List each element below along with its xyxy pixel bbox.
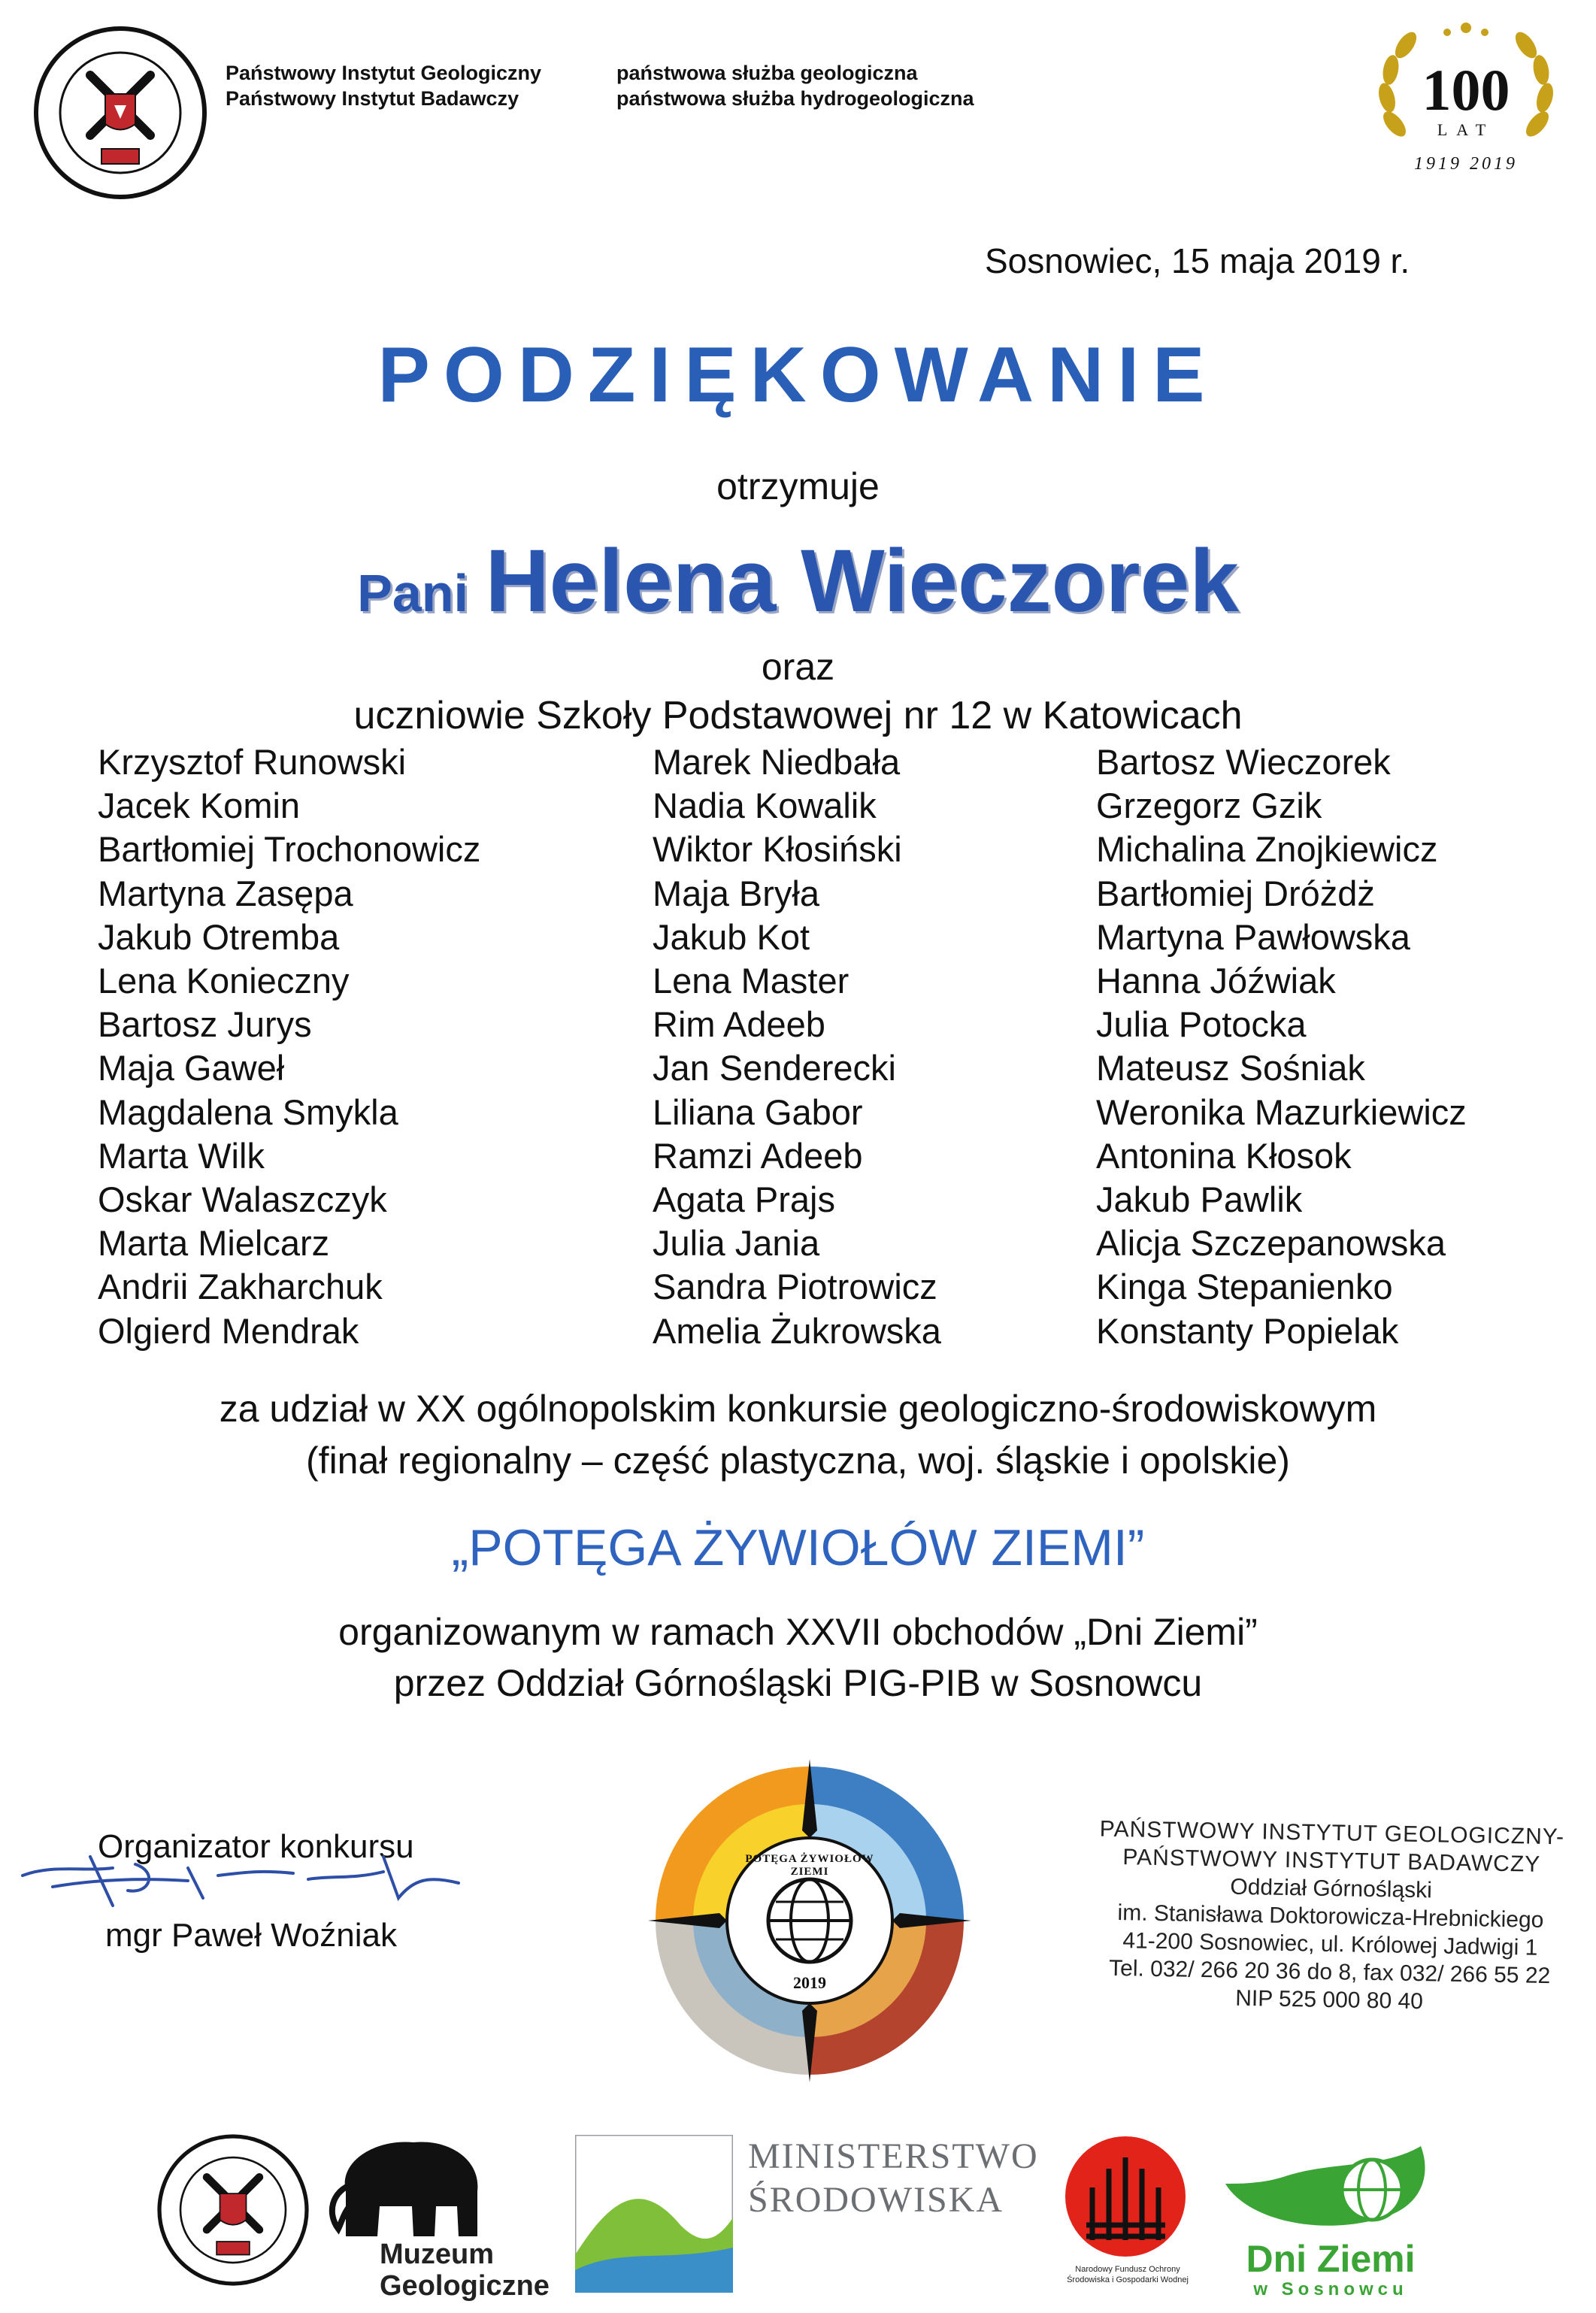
student-name: Alicja Szczepanowska bbox=[1096, 1223, 1446, 1264]
student-name: Marta Mielcarz bbox=[98, 1223, 330, 1264]
stamp-line-7: NIP 525 000 80 40 bbox=[1234, 1985, 1424, 2015]
names-column-3 bbox=[1096, 740, 1467, 1353]
nfos-logo bbox=[1064, 2135, 1188, 2259]
anniversary-years: 1919 2019 bbox=[1414, 154, 1518, 174]
student-name: Magdalena Smykla bbox=[98, 1091, 398, 1132]
dni-ziemi-label bbox=[1225, 2239, 1436, 2300]
organized-line-1: organizowanym w ramach XXVII obchodów „Dni Ziemi” bbox=[338, 1611, 1258, 1653]
nfos-text: Narodowy Fundusz Ochrony Środowiska i Gospodarki Wodnej bbox=[1067, 2265, 1189, 2284]
student-name: Maja Gaweł bbox=[98, 1048, 285, 1088]
honorific: Pani bbox=[357, 564, 468, 622]
students-intro: uczniowie Szkoły Podstawowej nr 12 w Katowicach bbox=[353, 694, 1243, 737]
receives-text: otrzymuje bbox=[716, 465, 880, 507]
student-name: Oskar Walaszczyk bbox=[98, 1179, 387, 1220]
stamp-line-5: 41-200 Sosnowiec, ul. Królowej Jadwigi 1 bbox=[1122, 1928, 1538, 1960]
student-name: Olgierd Mendrak bbox=[98, 1310, 359, 1351]
student-name: Agata Prajs bbox=[653, 1179, 835, 1220]
anniversary-number: 100 bbox=[1422, 57, 1510, 123]
museum-label bbox=[380, 2239, 550, 2302]
student-name: Marek Niedbała bbox=[653, 742, 901, 782]
student-name: Sandra Piotrowicz bbox=[653, 1267, 937, 1307]
recipient-name: Helena Wieczorek bbox=[485, 531, 1239, 631]
anniversary-logo bbox=[1364, 11, 1567, 184]
reason-line-1: za udział w XX ogólnopolskim konkursie geologiczno-środowiskowym bbox=[219, 1388, 1377, 1430]
museum-line-1: Muzeum bbox=[380, 2239, 494, 2270]
recipient-line bbox=[0, 530, 1596, 632]
student-name: Liliana Gabor bbox=[653, 1091, 863, 1132]
emblem-ring-text: POTĘGA ŻYWIOŁÓW ZIEMI bbox=[745, 1853, 874, 1878]
dni-ziemi-line-1: Dni Ziemi bbox=[1246, 2238, 1416, 2280]
ministry-label bbox=[748, 2135, 1039, 2222]
contest-emblem bbox=[648, 1759, 971, 2082]
stamp-line-4: im. Stanisława Doktorowicza-Hrebnickiego bbox=[1117, 1900, 1544, 1933]
institute-name bbox=[226, 60, 541, 111]
student-name: Amelia Żukrowska bbox=[653, 1310, 941, 1351]
and-text: oraz bbox=[761, 646, 835, 688]
student-name: Martyna Zasępa bbox=[98, 873, 353, 913]
organizer-role: Organizator konkursu bbox=[98, 1828, 414, 1865]
student-name: Bartosz Jurys bbox=[98, 1004, 312, 1045]
student-name: Grzegorz Gzik bbox=[1096, 786, 1322, 826]
organized-line-2: przez Oddział Górnośląski PIG-PIB w Sosnowcu bbox=[393, 1662, 1203, 1704]
student-name: Andrii Zakharchuk bbox=[98, 1267, 383, 1307]
institute-stamp bbox=[1081, 1815, 1580, 2018]
student-name: Antonina Kłosok bbox=[1096, 1135, 1352, 1176]
dni-ziemi-line-2: w Sosnowcu bbox=[1253, 2279, 1408, 2299]
student-name: Marta Wilk bbox=[98, 1135, 265, 1176]
ministry-line-2: ŚRODOWISKA bbox=[748, 2180, 1004, 2220]
student-name: Jacek Komin bbox=[98, 786, 301, 826]
student-name: Jakub Kot bbox=[653, 916, 810, 957]
ministry-logo bbox=[575, 2135, 733, 2293]
student-name: Jakub Pawlik bbox=[1096, 1179, 1303, 1220]
student-name: Julia Potocka bbox=[1096, 1004, 1307, 1045]
student-name: Lena Master bbox=[653, 961, 849, 1001]
stamp-line-6: Tel. 032/ 266 20 36 do 8, fax 032/ 266 55 22 bbox=[1108, 1955, 1551, 1989]
signature-scribble bbox=[8, 1834, 489, 1917]
student-name: Konstanty Popielak bbox=[1096, 1310, 1399, 1351]
museum-line-2: Geologiczne bbox=[380, 2270, 550, 2302]
place-date: Sosnowiec, 15 maja 2019 r. bbox=[985, 241, 1410, 280]
institute-line-2: Państwowy Instytut Badawczy bbox=[226, 87, 519, 110]
student-name: Michalina Znojkiewicz bbox=[1096, 829, 1438, 870]
service-name bbox=[616, 60, 974, 111]
student-name: Weronika Mazurkiewicz bbox=[1096, 1091, 1467, 1132]
service-line-1: państwowa służba geologiczna bbox=[616, 62, 918, 84]
student-name: Bartłomiej Dróżdż bbox=[1096, 873, 1375, 913]
student-name: Kinga Stepanienko bbox=[1096, 1267, 1393, 1307]
student-name: Bartosz Wieczorek bbox=[1096, 742, 1391, 782]
student-name: Julia Jania bbox=[653, 1223, 820, 1264]
emblem-year: 2019 bbox=[793, 1973, 826, 1992]
ministry-line-1: MINISTERSTWO bbox=[748, 2136, 1039, 2176]
organizer-name: mgr Paweł Woźniak bbox=[105, 1917, 397, 1954]
stamp-line-3: Oddział Górnośląski bbox=[1230, 1874, 1433, 1903]
student-name: Rim Adeeb bbox=[653, 1004, 825, 1045]
mammoth-icon bbox=[323, 2131, 504, 2244]
student-name: Krzysztof Runowski bbox=[98, 742, 407, 782]
student-name: Lena Konieczny bbox=[98, 961, 350, 1001]
reason-line-2: (finał regionalny – część plastyczna, woj. śląskie i opolskie) bbox=[306, 1440, 1290, 1482]
names-column-2 bbox=[653, 740, 941, 1353]
contest-name: „POTĘGA ŻYWIOŁÓW ZIEMI” bbox=[451, 1519, 1145, 1576]
student-name: Jakub Otremba bbox=[98, 916, 340, 957]
student-name: Martyna Pawłowska bbox=[1096, 916, 1410, 957]
student-name: Bartłomiej Trochonowicz bbox=[98, 829, 481, 870]
anniversary-word: LAT bbox=[1437, 120, 1495, 139]
student-name: Maja Bryła bbox=[653, 873, 820, 913]
student-name: Hanna Jóźwiak bbox=[1096, 961, 1336, 1001]
student-name: Wiktor Kłosiński bbox=[653, 829, 902, 870]
student-name: Nadia Kowalik bbox=[653, 786, 877, 826]
stamp-line-1: PAŃSTWOWY INSTYTUT GEOLOGICZNY- bbox=[1099, 1816, 1565, 1850]
institute-line-1: Państwowy Instytut Geologiczny bbox=[226, 62, 542, 84]
earth-leaf-icon bbox=[1218, 2139, 1436, 2240]
student-name: Jan Senderecki bbox=[653, 1048, 896, 1088]
pig-logo bbox=[30, 23, 210, 203]
stamp-line-2: PAŃSTWOWY INSTYTUT BADAWCZY bbox=[1122, 1845, 1541, 1877]
names-column-1 bbox=[98, 740, 480, 1353]
pig-logo-footer bbox=[154, 2131, 312, 2289]
student-name: Ramzi Adeeb bbox=[653, 1135, 863, 1176]
document-title: PODZIĘKOWANIE bbox=[377, 332, 1219, 419]
service-line-2: państwowa służba hydrogeologiczna bbox=[616, 87, 974, 110]
student-name: Mateusz Sośniak bbox=[1096, 1048, 1365, 1088]
